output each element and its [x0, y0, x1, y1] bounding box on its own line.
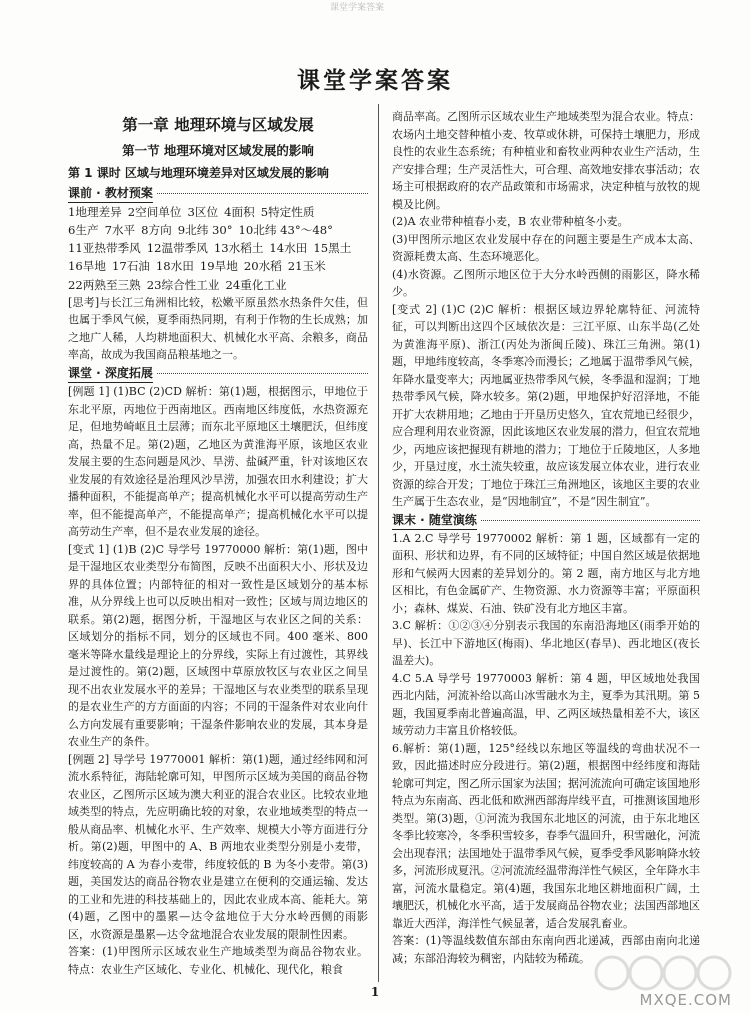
answer-final: 答案：(1)等温线数值东部由东南向西北递减，西部由南向北递减；东部沿海较为稠密，内陆较为稀疏。 [392, 934, 700, 965]
grid-cell: 16旱地 [68, 259, 106, 274]
grid-cell: 1地理差异 [68, 204, 122, 219]
heading-rule [157, 373, 368, 374]
section-title: 第一节 地理环境对区域发展的影响 [122, 143, 314, 159]
pre-class-label: 课前 · 教材预案 [68, 184, 153, 203]
grid-cell: 7水平 [104, 223, 136, 238]
column-divider [378, 104, 379, 982]
question-1-2: 1.A 2.C 导学号 19770002 解析：第 1 题，区域都有一定的面积、形状和边界，有不同的区域特征；中国自然区域是依据地形和气候两大因素的差异划分的。第 2 题，南方地区与北方地区相比，有色金属矿产、生物资源、水力资源等丰富；平原面积小；森林、煤炭、石油、铁矿没有北方地区丰富。 [392, 531, 700, 615]
answer-grid [68, 203, 368, 294]
in-class-label: 课堂 · 深度拓展 [68, 364, 153, 383]
after-class-label: 课末 · 随堂演练 [392, 511, 477, 530]
watermark-text: MXQE.COM [639, 991, 732, 1009]
grid-row [68, 221, 368, 239]
thinking-note: [思考]与长江三角洲相比较，松嫩平原虽然水热条件欠佳，但也属于季风气候，夏季雨热同期，有利于作物的生长成熟；加之地广人稀，人均耕地面积大、机械化水平高、余粮多，商品率高，故成为我国商品粮基地之一。 [68, 295, 368, 362]
question-6: 6.解析：第(1)题，125°经线以东地区等温线的弯曲状况不一致，因此描述时应分段进行。第(2)题，根据图中经纬度和海陆轮廓可判定，图乙所示国家为法国；据河流流向可确定该国地形特点为东南高、西北低和欧洲西部海岸线平直，可推测该国地形类型。第(3)题，①河流为我国东北地区的河流，由于东北地区冬季比较寒冷，冬季积雪较多，春季气温回升，积雪融化，河流会出现春汛；法国地处于温带季风气候，夏季受季风影响降水较多，河流形成夏汛。②河流流经温带海洋性气候区，全年降水丰富，河流水量稳定。第(4)题，我国东北地区耕地面积广阔，土壤肥沃，机械化水平高，适于发展商品谷物农业；法国西部地区靠近大西洋，海洋性气候显著，适合发展乳畜业。 [392, 741, 700, 930]
grid-row [68, 276, 368, 294]
grid-cell: 22两熟至三熟 [68, 277, 141, 292]
chapter-title: 第一章 地理环境与区域发展 [122, 116, 314, 134]
grid-cell: 17石油 [111, 259, 150, 274]
grid-cell: 2空间单位 [127, 204, 182, 219]
question-3: 3.C 解析：①②③④分别表示我国的东南沿海地区(雨季开始的早)、长江中下游地区(梅雨)、华北地区(春旱)、西北地区(夜长温差大)。 [392, 619, 700, 668]
variant-2: [变式 2] (1)C (2)C 解析：根据区域边界轮廓特征、河流特征，可以判断出这四个区域依次是：三江平原、山东半岛(乙处为黄淮海平原)、浙江(丙处为浙闽丘陵)、珠江三角洲。第(1)题，甲地纬度较高，冬季寒冷而漫长；乙地属于温带季风气候，年降水量变率大；丙地属亚热带季风气候，冬季温和湿润；丁地热带季风气候，降水较多。第(2)题，甲地保护好沼泽地，不能开扩大农耕用地；乙地由于开垦历史悠久，宜农荒地已经很少，应合理利用农业资源，因此该地区农业发展的潜力，但宜农荒地少，丙地应该把握现有耕地的潜力；丁地位于丘陵地区，人多地少，开垦过度，水土流失较重，故应该发展立体农业，进行农业资源的综合开发；丁地位于珠江三角洲地区，该地区主要的农业生产属于生态农业，是“因地制宜”，不是“因生制宜”。 [392, 302, 700, 508]
right-column [392, 108, 700, 967]
page-title: 课堂学案答案 [297, 68, 453, 94]
grid-cell: 13水稻土 [213, 241, 264, 256]
lesson-title: 第 1 课时 区域与地理环境差异对区域发展的影响 [68, 166, 329, 181]
example-1: [例题 1] (1)BC (2)CD 解析：第(1)题，根据图示，甲地位于东北平原，丙地位于西南地区。西南地区纬度低，水热资源充足，但地势崎岖且土层薄；而东北平原地区土壤肥沃，但纬度高，热量不足。第(2)题，乙地区为黄淮海平原，该地区农业发展主要的生态问题是风沙、旱涝、盐碱严重，针对该地区农业发展的有效途径是治理风沙旱涝，加强农田水利建设；扩大播种面积，不能提高单产；提高机械化水平可以提高劳动生产率，但不能提高单产，不能提高单产；提高机械化水平可以提高劳动生产率，但不是农业发展的途径。 [68, 385, 368, 539]
grid-cell: 23综合性工业 [146, 277, 220, 292]
variant-1: [变式 1] (1)B (2)C 导学号 19770000 解析：第(1)题，图中是干湿地区农业类型分布简图，反映不出面积大小、形状及边界的具体位置；内部特征的相对一致性是区域划分的基本标准，从分界线上也可以反映出相对一致性；区域与周边地区的联系。第(2)题，据图分析，干湿地区与农业区之间的关系：区域划分的指标不同，划分的区域也不同。400 毫米、800 毫米等降水量线是理论上的分界线，实际上有过渡性，其界线是过渡性的。第(2)题，区域图中草原放牧区与农业区之间呈现不出农业发展水平的差异；干湿地区与农业类型的联系呈现的是农业生产的方方面面的内容；不同的干湿条件对农业向什么方向发展有重要影响；干湿条件影响农业的发展，其本身是农业生产的条件。 [68, 542, 368, 749]
grid-cell: 11亚热带季风 [68, 241, 141, 256]
answer-start: 答案：(1)甲图所示区域农业生产地域类型为商品谷物农业。特点：农业生产区域化、专业化、机械化、现代化，粮食 [68, 945, 368, 976]
question-4-5: 4.C 5.A 导学号 19770003 解析：第 4 题，甲区域地处我国西北内陆，河流补给以高山冰雪融水为主，夏季为其汛期。第 5 题，我国夏季南北普遍高温，甲、乙两区域热量相差不大，该区域劳动力丰富且价格较低。 [392, 671, 700, 738]
heading-rule [157, 193, 368, 194]
answer-2: (2)A 农业带种植春小麦，B 农业带种植冬小麦。 [392, 215, 629, 228]
grid-cell: 3区位 [187, 204, 219, 219]
grid-cell: 21玉米 [287, 259, 326, 274]
grid-cell: 24重化工业 [225, 277, 287, 292]
grid-row [68, 203, 368, 221]
grid-cell: 4面积 [224, 204, 255, 219]
grid-row [68, 257, 368, 275]
header-ghost-text: 课堂学案答案 [330, 3, 385, 13]
answer-4: (4)水资源。乙图所示地区位于大分水岭西侧的雨影区，降水稀少。 [392, 267, 700, 298]
grid-cell: 8方向 [141, 223, 172, 238]
grid-cell: 20水稻 [243, 259, 282, 274]
pre-class-heading [68, 184, 368, 203]
grid-cell: 9北纬 30° [177, 223, 233, 238]
grid-cell: 18水田 [155, 259, 194, 274]
grid-cell: 6生产 [68, 223, 99, 238]
answer-3: (3)甲图所示地区农业发展中存在的问题主要是生产成本太高、资源耗费太高、生态环境恶化。 [392, 232, 700, 263]
grid-cell: 19旱地 [199, 259, 238, 274]
grid-cell: 12温带季风 [146, 241, 208, 256]
grid-cell: 10北纬 43°～48° [238, 223, 333, 238]
grid-cell: 15黑土 [313, 241, 352, 256]
grid-row [68, 239, 368, 257]
answer-continued: 商品率高。乙图所示区域农业生产地域类型为混合农业。特点：农场内土地交替种植小麦、牧草或休耕，可保持土壤肥力，形成良性的农业生态系统；有种植业和畜牧业两种农业生产活动，生产安排合理；生产灵活性大，可合理、高效地安排农事活动；农场主可根据政府的农产品政策和市场需求，决定种植与放牧的规模及比例。 [392, 110, 700, 211]
left-column [68, 108, 368, 978]
page-number: 1 [370, 985, 380, 999]
example-2: [例题 2] 导学号 19770001 解析：第(1)题，通过经纬网和河流水系特征，海陆轮廓可知，甲图所示区域为美国的商品谷物农业区，乙图所示区域为澳大利亚的混合农业区。比较农业地域类型的特点，先应明确比较的对象，农业地域类型的特点一般从商品率、机械化水平、生产效率、规模大小等方面进行分析。第(2)题，甲图中的 A、B 两地农业类型分别是小麦带，纬度较高的 A 为春小麦带，纬度较低的 B 为冬小麦带。第(3)题，美国发达的商品谷物农业是建立在便利的交通运输、发达的工业和先进的科技基础上的，因此农业成本高、能耗大。第(4)题，乙图中的墨累—达令盆地位于大分水岭西侧的雨影区，水资源是墨累—达令盆地混合农业发展的限制性因素。 [68, 752, 368, 941]
in-class-heading [68, 364, 368, 383]
after-class-heading [392, 511, 700, 530]
grid-cell: 14水田 [269, 241, 308, 256]
heading-rule [481, 520, 700, 521]
grid-cell: 5特定性质 [260, 204, 315, 219]
